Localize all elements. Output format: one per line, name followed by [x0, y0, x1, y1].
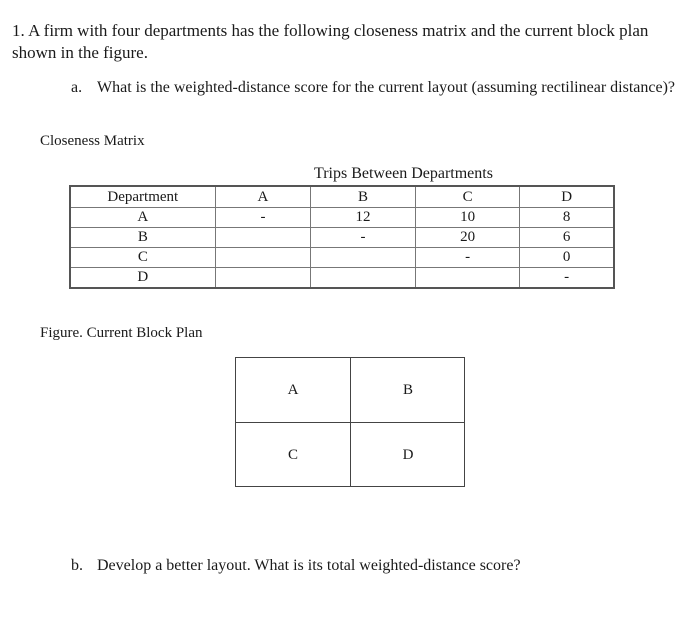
part-b-text: Develop a better layout. What is its total weighted-distance score? — [97, 557, 521, 574]
col-header-department: Department — [70, 186, 215, 208]
block-d: D — [402, 446, 414, 463]
table-cell — [415, 268, 520, 289]
table-cell: - — [520, 268, 614, 289]
col-header-c: C — [415, 186, 520, 208]
table-row — [70, 208, 614, 228]
col-header-d: D — [520, 186, 614, 208]
block-c: C — [287, 446, 298, 463]
table-row — [70, 228, 614, 248]
part-b — [71, 557, 521, 575]
part-a — [71, 77, 686, 98]
table-header-row — [70, 186, 614, 208]
question-number: 1. — [12, 21, 25, 40]
col-header-b: B — [311, 186, 416, 208]
table-cell — [215, 228, 311, 248]
table-cell: A — [70, 208, 215, 228]
col-header-a: A — [215, 186, 311, 208]
closeness-matrix-label: Closeness Matrix — [40, 133, 145, 149]
table-cell: 10 — [415, 208, 520, 228]
figure-caption: Figure. Current Block Plan — [40, 325, 203, 341]
table-cell: B — [70, 228, 215, 248]
table-cell: - — [311, 228, 416, 248]
table-cell: - — [415, 248, 520, 268]
table-cell: 0 — [520, 248, 614, 268]
table-cell: D — [70, 268, 215, 289]
table-row — [70, 248, 614, 268]
table-cell: C — [70, 248, 215, 268]
table-cell — [215, 268, 311, 289]
table-cell: 12 — [311, 208, 416, 228]
table-cell — [311, 268, 416, 289]
table-cell — [215, 248, 311, 268]
part-b-label: b. — [71, 557, 83, 574]
table-cell: - — [215, 208, 311, 228]
block-a: A — [287, 381, 299, 398]
table-cell: 8 — [520, 208, 614, 228]
table-row — [70, 268, 614, 289]
block-plan — [235, 357, 465, 487]
part-a-label: a. — [71, 79, 83, 96]
part-a-text: What is the weighted-distance score for the current layout (assuming rectilinear distance)? — [97, 79, 675, 96]
block-b: B — [402, 381, 413, 398]
table-cell: 20 — [415, 228, 520, 248]
question-1-text — [12, 20, 692, 64]
table-cell — [311, 248, 416, 268]
trips-header: Trips Between Departments — [314, 165, 493, 182]
table-cell: 6 — [520, 228, 614, 248]
closeness-matrix-table — [69, 185, 615, 289]
question-body: A firm with four departments has the following closeness matrix and the current block plan shown in the figure. — [12, 21, 649, 62]
